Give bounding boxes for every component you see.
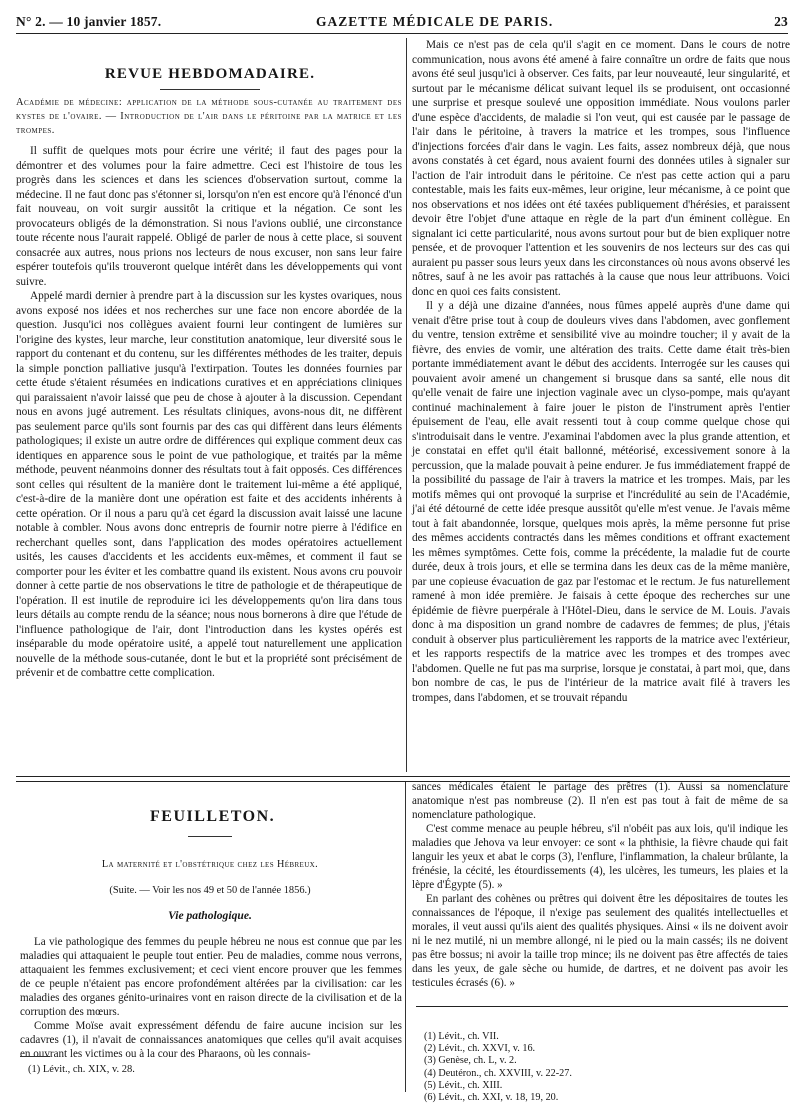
column-divider — [406, 38, 407, 772]
header-rule — [16, 33, 788, 34]
revue-paragraph: Appelé mardi dernier à prendre part à la discussion sur les kystes ovariques, nous avons exposé nos idées et nos recherches sur une face non encore abordée de la question. Jusqu'ici nos collègues avaient fourni leur contingent de lumières sur l'origine des kystes, leur marche, leur constitution anatomique, leur diversité sous le rapport du contenant et du contenu, sur les différentes méthodes de les traiter, depuis la simple ponction palliative jusqu'à l'extirpation. Toutes les données fournies par cette étude s'étaient résumées en indications curatives et en appréciations cliniques qui paraissaient n'avoir laissé que peu de chose à ajouter à la discussion. Cependant nous en avons jugé autrement. Les résultats cliniques, avons-nous dit, ne diffèrent pas seulement parce qu'ils sont fournis par des cas qui diffèrent dans leurs éléments pathologiques; il existe un autre ordre de différences qui explique comment deux cas identiques en apparence sous le point de vue pathologique, et traités par la même méthode, peuvent néanmoins donner des résultats tout à fait opposés. Ces différences sont celles qui résultent de la manière dont le traitement lui-même a été appliqué, c'est-à-dire de la manière dont une opération est faite et des accidents inhérents à cette opération. Or il nous a paru qu'à cet égard la discussion avait laissé une lacune notable à combler. Nous avons donc entrepris de fournir notre pierre à l'édifice en recherchant quelles sont, dans l'application des modes opératoires actuellement usités, les causes d'accidents et les accidents eux-mêmes, et comment il faut se comporter pour les éviter et les combattre quand ils existent. Nous avons cru pouvoir donner à cette partie de nos observations le titre de pathologie et de thérapeutique de l'opération. Il est inutile de reproduire ici les développements qu'on lira dans tous leurs détails au compte rendu de la séance; nous nous bornerons à dire que l'étude de l'influence pathologique de l'air, dont l'introduction dans les kystes opérés est inséparable du mode opératoire usité, a appelé tout naturellement une application nouvelle de la méthode sous-cutanée, dont le but et la propriété sont précisément de prévenir et de combattre cette complication. — [16, 290, 402, 679]
journal-title: GAZETTE MÉDICALE DE PARIS. — [316, 14, 554, 29]
footnote: (2) Lévit., ch. XXVI, v. 16. — [424, 1043, 536, 1055]
feuilleton-paragraph: sances médicales étaient le partage des prêtres (1). Aussi sa nomenclature anatomique n'est pas nombreuse (2). Il n'en est pas tout à fait de même de sa nomenclature pathologique. — [412, 781, 788, 821]
footnote: (4) Deutéron., ch. XXVIII, v. 22-27. — [424, 1067, 572, 1079]
feuilleton-right-column — [412, 780, 788, 1002]
footnote-rule — [416, 1006, 788, 1007]
footnote: (6) Lévit., ch. XXI, v. 18, 19, 20. — [424, 1092, 559, 1104]
revue-left-column — [16, 66, 402, 772]
footnote: (5) Lévit., ch. XIII. — [424, 1079, 503, 1091]
feuilleton-paragraph: Comme Moïse avait expressément défendu de faire aucune incision sur les cadavres (1), il n'avait de connaissances anatomiques que celles qu'il avait acquises en ouvrant les victimes ou à la cour des Pharaons, où les connais- — [20, 1020, 402, 1060]
feuilleton-suite: (Suite. — Voir les nos 49 et 50 de l'année 1856.) — [109, 885, 311, 896]
feuilleton-title: FEUILLETON. — [150, 808, 276, 825]
feuilleton-footnotes — [424, 1031, 572, 1104]
feuilleton-title-rule — [188, 836, 232, 837]
revue-right-column — [412, 38, 790, 774]
feuilleton-subtitle: La maternité et l'obstétrique chez les Hébreux. — [101, 859, 319, 870]
feuilleton-paragraph: C'est comme menace au peuple hébreu, s'il n'obéit pas aux lois, qu'il indique les maladies que Jehova va leur envoyer: ce sont « la phthisie, la fièvre chaude qui fait languir les yeux et abat le corps (3), l'enflure, l'inflammation, la chaleur brûlante, la frénésie, la cécité, les étourdissements (4), les ulcères, les tumeurs, les plaies et la lèpre d'Égypte (5). » — [412, 823, 788, 891]
feuilleton-paragraph: La vie pathologique des femmes du peuple hébreu ne nous est connue que par les maladies qui attaquaient le peuple tout entier. Peu de maladies, comme nous verrons, attaquaient les femmes exclusivement; et ceci vient encore prouver que les femmes de ce peuple n'étaient pas encore profondément altérées par la civilisation: car les maladies des organes génito-urinaires vont en raison directe de la civilisation et de la corruption des mœurs. — [20, 936, 402, 1018]
revue-title: REVUE HEBDOMADAIRE. — [104, 66, 316, 82]
revue-lead: Académie de médecine: application de la méthode sous-cutanée au traitement des kystes de l'ovaire. — Introduction de l'air dans le péritoine par la matrice et les trompes. — [16, 97, 402, 136]
page-header — [16, 6, 788, 34]
issue-number: N° 2. — 10 janvier 1857. — [16, 14, 162, 29]
feuilleton-column-divider — [405, 782, 406, 1092]
footnote: (1) Lévit., ch. VII. — [424, 1031, 499, 1042]
feuilleton-footnote: (1) Lévit., ch. XIX, v. 28. — [28, 1064, 135, 1075]
footnote: (3) Genèse, ch. L, v. 2. — [424, 1055, 517, 1067]
feuilleton-left-column — [20, 935, 402, 1060]
page-number: 23 — [774, 14, 788, 29]
revue-paragraph: Il y a déjà une dizaine d'années, nous fûmes appelé auprès d'une dame qui venait d'être prise tout à coup de douleurs vives dans l'abdomen, avec gonflement du ventre, tension extrême et sensibilité vive au moindre toucher; il y avait de la fièvre, des envies de vomir, une altération des traits. Cette dame était très-bien portante immédiatement avant le début des accidents. Interrogée sur les causes qui pouvaient avoir amené un changement si brusque dans sa santé, elle nous dit qu'elle venait de faire une injection vaginale avec un clyso-pompe, mais qu'ayant continué machinalement à faire jouer le piston de l'instrument après l'entier épuisement de l'eau, elle avait ressenti tout à coup comme quelque chose qui s'introduisait dans le ventre. J'examinai l'abdomen avec la plus grande attention, et je constatai en effet qu'il était ballonné, météorisé, excessivement sonore à la percussion, que la malade pouvait à peine endurer. Je fus immédiatement frappé de la possibilité du passage de l'air à travers la matrice et les trompes. Mais, par les motifs mêmes qui ont provoqué la surprise et l'incrédulité au sein de l'Académie, j'ai été détourné de cette idée presque aussitôt qu'elle m'est venue. Je l'avais même tout à fait abandonnée, lorsque, quelques mois après, la même personne fut prise des mêmes accidents contractés dans les mêmes conditions et offrant exactement les mêmes symptômes. Cette fois, comme la précédente, la maladie fut de courte durée, deux à trois jours, et elle se termina dans les deux cas de la même manière, par une copieuse évacuation de gaz par l'estomac et le rectum. Je fus naturellement ramené à mon idée première. Je faisais à cette époque des recherches sur une épidémie de fièvre puerpérale à l'Hôtel-Dieu, dans le service de M. Louis. J'avais donc à ma disposition un grand nombre de cadavres de femmes; de plus, j'étais conduit à observer plus particulièrement les rapports de la matrice avec l'extérieur, et les rapports respectifs de la matrice avec les trompes et des trompes avec l'abdomen. Quelle ne fut pas ma surprise, lorsque je constatai, à part moi, que, dans bon nombre de cas, le pus de l'intérieur de la matrice avait filé à travers les trompes, dans l'abdomen, et se trouvait répandu — [412, 300, 790, 704]
feuilleton-section-title: Vie pathologique. — [168, 909, 252, 922]
feuilleton-paragraph: En parlant des cohènes ou prêtres qui doivent être les dépositaires de toutes les connaissances de l'époque, il n'exige pas seulement des qualités intellectuelles et morales, il veut aussi qu'ils aient des qualités physiques. Ainsi « ils ne doivent avoir ni le nez mutilé, ni un membre allongé, ni le pied ou la main cassés; ils ne doivent pas être bossus; ni avoir la taille trop mince; ils ne doivent pas être affectés de taies dans les yeux, de gale sèche ou humide, de dartres, et ne doivent pas avoir les testicules écrasés (6). » — [412, 893, 788, 989]
footnote-rule — [20, 1056, 50, 1057]
revue-paragraph: Mais ce n'est pas de cela qu'il s'agit en ce moment. Dans le cours de notre communication, nous avons été amené à faire connaître un ordre de faits que nous avons été seul jusqu'ici à observer. Ces faits, par leur nouveauté, leur singularité, et surtout par le mécanisme délicat suivant lequel ils se produisent, ont occasionné une surprise et presque soulevé une opposition immédiate. Nous voulons parler d'une espèce d'accidents, de maladie si l'on veut, qui est causée par le passage de l'air dans le péritoine, à travers la matrice et les trompes, sous l'influence d'injections forcées d'air dans le vagin. Les faits, assez nombreux déjà, que nous avons constatés à cet égard, nous avaient fourni des données utiles à signaler sur l'action de l'air introduit dans le péritoine. Ce n'est pas cette action qui a paru contestable, mais les faits eux-mêmes, leur origine, leur mécanisme, à ce point que nos observations et nos idées ont été taxées publiquement d'hérésies, et paraissent devoir être l'objet d'une attaque en règle de la part d'un éminent collègue. En signalant ici cette particularité, nous avons surtout pour but de bien expliquer notre pensée, et de provoquer l'attention et les souvenirs de nos lecteurs sur des cas qui auraient pu passer sous leurs yeux dans les circonstances où nous avons observé les nôtres, sauf à ne les avoir pas rattachés à la cause que nous leur attribuons. Voici donc en quoi ces faits consistent. — [412, 39, 790, 298]
revue-paragraph: Il suffit de quelques mots pour écrire une vérité; il faut des pages pour la démontrer et des volumes pour la faire admettre. Ceci est l'histoire de tous les progrès dans les sciences et dans les sciences d'observation surtout, comme la médecine. Il ne faut donc pas s'étonner si, lorsqu'on n'en est encore qu'à l'énoncé d'un fait nouveau, on voit surgir aussitôt la critique et la négation. Ce sont les provocateurs obligés de la démonstration. Si nous l'avions oublié, une circonstance toute récente nous l'aurait rappelé. Obligé de parler de nous à cette place, si souvent consacrée aux autres, nous prions nos lecteurs de nous excuser, non sans leur faire espérer toutefois qu'ils trouveront quelque intérêt dans les développements qui vont suivre. — [16, 145, 402, 288]
